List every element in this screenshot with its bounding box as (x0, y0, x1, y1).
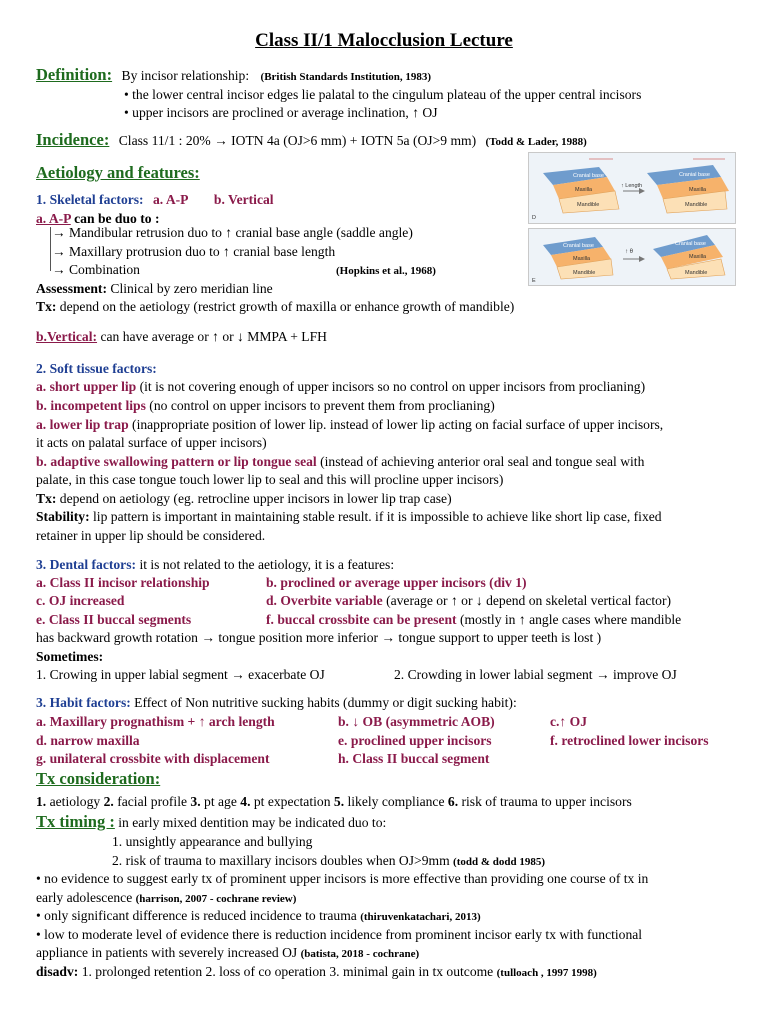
ap-label: a. A-P (36, 211, 71, 226)
habit-f: f. retroclined lower incisors (550, 733, 709, 748)
incidence-line (36, 131, 587, 151)
fig-bottom-tag: E (532, 278, 536, 284)
soft-stability-cont: retainer in upper lip should be considered. (36, 528, 266, 543)
skeletal-diagram-top-svg (529, 153, 735, 223)
tx-consideration-items: 1. aetiology 2. facial profile 3. pt age 4. pt expectation 5. likely compliance 6. risk of trauma to upper incisors (36, 794, 632, 809)
habit-b: b. ↓ OB (asymmetric AOB) (338, 714, 495, 729)
fig-top-label-3: Mandible (577, 202, 600, 208)
habit-c: c.↑ OJ (550, 714, 587, 729)
definition-heading: Definition: (36, 65, 113, 84)
fig-bottom-label-5: Maxilla (689, 254, 707, 260)
fig-top-label-6: Mandible (685, 202, 708, 208)
skeletal-ref: (Hopkins et al., 1968) (336, 265, 436, 277)
incidence-text: Class 11/1 : 20% → IOTN 4a (OJ>6 mm) + IOTN 5a (OJ>9 mm) (118, 133, 477, 148)
soft-stability: Stability: lip pattern is important in maintaining stable result. if it is impossible to achieve like short lip case, fixed (36, 509, 662, 524)
dental-f-cont: has backward growth rotation → tongue position more inferior → tongue support to upper teeth is lost ) (36, 630, 602, 645)
tx-timing-point-3: • low to moderate level of evidence there is reduction incidence from prominent incisor early tx with functional (36, 927, 643, 942)
page-title: Class II/1 Malocclusion Lecture (255, 30, 513, 51)
fig-bottom-label-2: Maxilla (573, 256, 591, 262)
dental-b: b. proclined or average upper incisors (div 1) (266, 575, 527, 590)
tx-timing-reason-2: 2. risk of trauma to maxillary incisors doubles when OJ>9mm (todd & dodd 1985) (112, 853, 546, 868)
ap-item-2: → Maxillary protrusion duo to ↑ cranial base length (52, 244, 336, 259)
incidence-ref: (Todd & Lader, 1988) (485, 136, 587, 148)
definition-bullet-1: • the lower central incisor edges lie palatal to the cingulum plateau of the upper central incisors (124, 87, 642, 102)
fig-bottom-label-3: Mandible (573, 270, 596, 276)
soft-tissue-heading: 2. Soft tissue factors: (36, 361, 157, 376)
tx-consideration-heading: Tx consideration: (36, 769, 161, 788)
vertical-label: b.Vertical: (36, 329, 98, 344)
habit-d: d. narrow maxilla (36, 733, 140, 748)
skeletal-factors-line (36, 191, 274, 208)
dental-e: e. Class II buccal segments (36, 612, 192, 627)
fig-top-tag: D (532, 215, 536, 221)
ap-item-1: → Mandibular retrusion duo to ↑ cranial base angle (saddle angle) (52, 225, 413, 240)
skeletal-label: 1. Skeletal factors: (36, 192, 144, 207)
soft-a: a. short upper lip (it is not covering enough of upper incisors so no control on upper incisors from proclianing) (36, 379, 646, 394)
skeletal-diagram-bottom (528, 228, 736, 286)
fig-bottom-arrow: ↑ θ (625, 249, 634, 255)
aetiology-heading: Aetiology and features: (36, 163, 200, 182)
fig-top-label-4: Cranial base (679, 172, 710, 178)
definition-lead: By incisor relationship: (121, 68, 250, 83)
tx-timing-point-1-cont: early adolescence (harrison, 2007 - cochrane review) (36, 890, 297, 905)
skeletal-b: b. Vertical (213, 192, 274, 207)
fig-top-label-1: Cranial base (573, 173, 604, 179)
fig-top-label-2: Maxilla (575, 187, 593, 193)
tx-timing-point-2: • only significant difference is reduced incidence to trauma (thiruvenkatachari, 2013) (36, 908, 481, 923)
soft-d: b. adaptive swallowing pattern or lip tongue seal (instead of achieving anterior oral seal and tongue seal with (36, 454, 645, 469)
ap-suffix: can be duo to : (70, 211, 160, 226)
soft-d-cont: palate, in this case tongue touch lower lip to seal and this will procline upper incisors) (36, 472, 504, 487)
soft-tx: Tx: depend on aetiology (eg. retrocline upper incisors in lower lip trap case) (36, 491, 452, 506)
fig-bottom-label-1: Cranial base (563, 243, 594, 249)
tx-timing-heading: Tx timing : (36, 812, 115, 831)
dental-c: c. OJ increased (36, 593, 125, 608)
fig-bottom-label-4: Cranial base (675, 241, 706, 247)
habit-g: g. unilateral crossbite with displacement (36, 751, 270, 766)
assessment-line: Assessment: Clinical by zero meridian line (36, 281, 273, 296)
fig-bottom-label-6: Mandible (685, 270, 708, 276)
habit-h: h. Class II buccal segment (338, 751, 490, 766)
fig-top-label-5: Maxilla (689, 187, 707, 193)
soft-c: a. lower lip trap (inappropriate position of lower lip. instead of lower lip acting on facial surface of upper incisors, (36, 417, 664, 432)
definition-ref: (British Standards Institution, 1983) (260, 71, 432, 83)
habit-a: a. Maxillary prognathism + ↑ arch length (36, 714, 275, 729)
dental-d: d. Overbite variable (average or ↑ or ↓ depend on skeletal vertical factor) (266, 593, 672, 608)
soft-b: b. incompetent lips (no control on upper incisors to prevent them from proclianing) (36, 398, 495, 413)
dental-f: f. buccal crossbite can be present (mostly in ↑ angle cases where mandible (266, 612, 682, 627)
habit-e: e. proclined upper incisors (338, 733, 492, 748)
skeletal-tx-line: Tx: depend on the aetiology (restrict growth of maxilla or enhance growth of mandible) (36, 299, 515, 314)
skeletal-diagram-top (528, 152, 736, 224)
dental-sometimes-2: 2. Crowding in lower labial segment → improve OJ (394, 667, 677, 682)
vertical-line: b.Vertical: can have average or ↑ or ↓ MMPA + LFH (36, 329, 327, 344)
tx-timing-point-3-cont: appliance in patients with severely increased OJ (batista, 2018 - cochrane) (36, 945, 420, 960)
dental-heading: 3. Dental factors: it is not related to the aetiology, it is a features: (36, 557, 395, 572)
habit-heading: 3. Habit factors: Effect of Non nutritive sucking habits (dummy or digit sucking habit): (36, 695, 517, 710)
ap-item-3: → Combination (52, 262, 140, 277)
skeletal-a: a. A-P (153, 192, 189, 207)
soft-c-cont: it acts on palatal surface of upper incisors) (36, 435, 267, 450)
dental-sometimes-1: 1. Crowing in upper labial segment → exacerbate OJ (36, 667, 325, 682)
tx-timing-point-1: • no evidence to suggest early tx of prominent upper incisors is more effective than providing one course of tx in (36, 871, 649, 886)
definition-bullet-2: • upper incisors are proclined or average inclination, ↑ OJ (124, 105, 438, 120)
dental-sometimes: Sometimes: (36, 649, 104, 664)
definition-line (36, 66, 431, 86)
tx-timing-disadv: disadv: 1. prolonged retention 2. loss of co operation 3. minimal gain in tx outcome (tulloach , 1997 1998) (36, 964, 597, 979)
dental-a: a. Class II incisor relationship (36, 575, 210, 590)
tx-timing-line (36, 813, 386, 831)
tx-timing-lead: in early mixed dentition may be indicated duo to: (114, 815, 387, 830)
skeletal-diagram-bottom-svg (529, 229, 735, 285)
tx-timing-reason-1: 1. unsightly appearance and bullying (112, 834, 313, 849)
fig-top-arrow: ↑ Length (621, 183, 643, 189)
incidence-heading: Incidence: (36, 130, 110, 149)
